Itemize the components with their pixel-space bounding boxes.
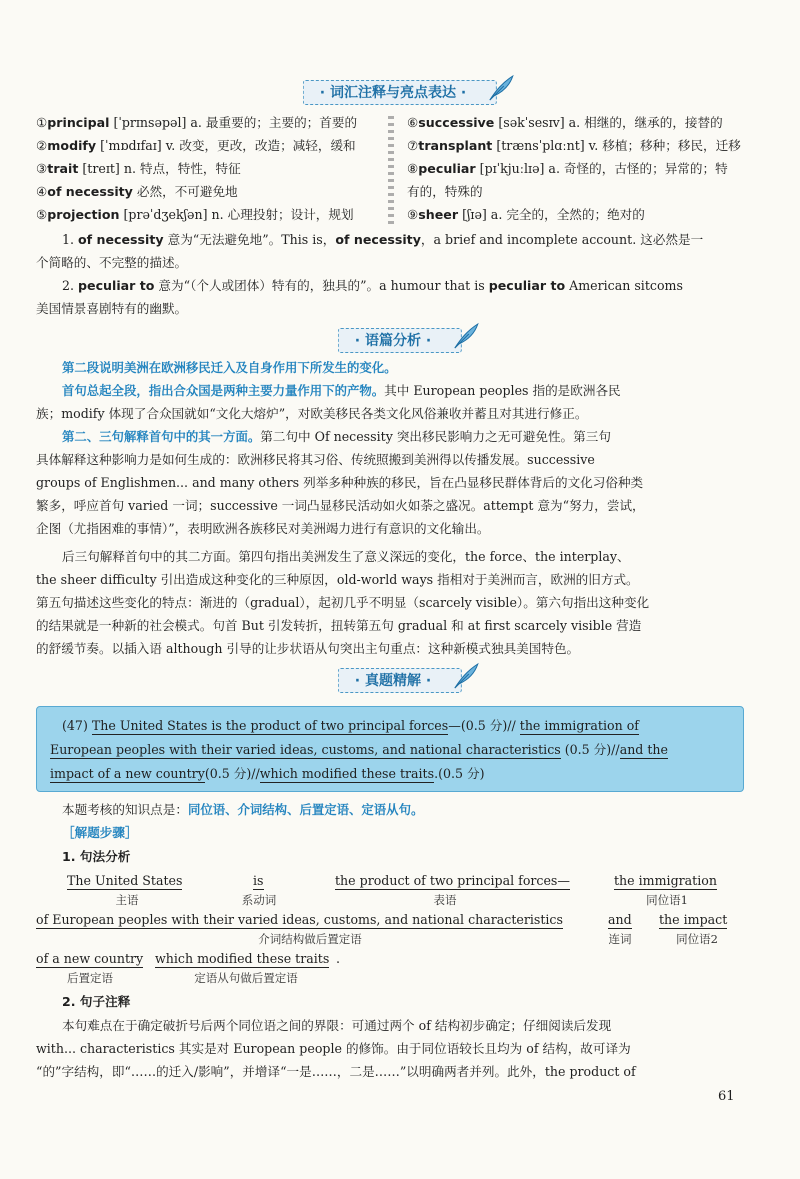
parse-label: 连词 xyxy=(608,932,632,946)
analysis-line: 企图（尤指困难的事情）”，表明欧洲各族移民对美洲竭力进行有意识的文化输出。 xyxy=(36,521,490,536)
parse-chunk: the impact xyxy=(659,912,728,927)
note-2-continued: 美国情景喜剧特有的幽默。 xyxy=(36,301,188,316)
vocab-item: ⑧peculiar [pɪˈkjuːlɪə] a. 奇怪的，古怪的；异常的；特 xyxy=(407,161,728,176)
vocab-item: ⑤projection [prəˈdʒekʃən] n. 心理投射；设计，规划 xyxy=(36,207,354,222)
parse-chunk: of European peoples with their varied ideas, customs, and national characteristics xyxy=(36,912,563,927)
parse-period: . xyxy=(336,951,341,966)
vocab-item: ④of necessity 必然，不可避免地 xyxy=(36,184,238,199)
answer-banner-label: · 真题精解 · xyxy=(354,673,432,689)
vocab-item: ③trait [treɪt] n. 特点，特性，特征 xyxy=(36,161,241,176)
note-2: 2. peculiar to 意为“（个人或团体）特有的，独具的”。a humour that is peculiar to American sitcoms xyxy=(62,278,683,293)
analysis-summary: 第二段说明美洲在欧洲移民迁入及自身作用下所发生的变化。 xyxy=(62,360,397,375)
quill-icon xyxy=(486,73,516,103)
analysis-line: 的结果就是一种新的社会模式。句首 But 引发转折，扭转第五句 gradual 和 at first scarcely visible 营造 xyxy=(36,618,642,633)
parse-chunk: the immigration xyxy=(614,873,717,888)
vocab-item: ⑥successive [səkˈsesɪv] a. 相继的，继承的，接替的 xyxy=(407,115,723,130)
analysis-line: 第五句描述这些变化的特点：渐进的（gradual），起初几乎不明显（scarcely visible）。第六句指出这种变化 xyxy=(36,595,650,610)
parse-label: 后置定语 xyxy=(67,971,113,985)
parse-chunk: is xyxy=(253,873,264,888)
parse-chunk: The United States xyxy=(67,873,183,888)
question-line-1: (47) The United States is the product of two principal forces—(0.5 分)// the immigration of xyxy=(62,718,639,733)
vocab-item: 有的，特殊的 xyxy=(407,184,483,199)
vocab-section-banner xyxy=(303,80,497,105)
analysis-line: 繁多，呼应首句 varied 一词；successive 一词凸显移民活动如火如荼之盛况。attempt 意为“努力，尝试， xyxy=(36,498,645,513)
parse-chunk: the product of two principal forces— xyxy=(335,873,570,888)
analysis-line: 具体解释这种影响力是如何生成的：欧洲移民将其习俗、传统照搬到美洲得以传播发展。successive xyxy=(36,452,595,467)
parse-label: 主语 xyxy=(115,893,139,907)
question-line-3: impact of a new country(0.5 分)//which modified these traits.(0.5 分) xyxy=(50,766,485,781)
parse-label: 系动词 xyxy=(241,893,277,907)
knowledge-points: 本题考核的知识点是：同位语、介词结构、后置定语、定语从句。 xyxy=(62,802,424,817)
syntax-analysis-heading: 1. 句法分析 xyxy=(62,849,131,864)
answer-section-banner xyxy=(338,668,462,693)
analysis-line: 族；modify 体现了合众国就如“文化大熔炉”，对欧美移民各类文化风俗兼收并蓄且对其进行修正。 xyxy=(36,406,588,421)
column-divider xyxy=(388,116,394,228)
comment-line: “的”字结构，即“……的迁入/影响”，并增译“一是……，二是……”以明确两者并列。此外，the product of xyxy=(36,1064,636,1079)
analysis-line: 第二、三句解释首句中的其一方面。第二句中 Of necessity 突出移民影响力之无可避免性。第三句 xyxy=(62,429,611,444)
analysis-banner-label: · 语篇分析 · xyxy=(354,333,432,349)
vocab-item: ②modify [ˈmɒdɪfaɪ] v. 改变，更改，改造；减轻，缓和 xyxy=(36,138,356,153)
parse-label: 介词结构做后置定语 xyxy=(258,932,362,946)
parse-chunk: and xyxy=(608,912,632,927)
analysis-line: the sheer difficulty 引出造成这种变化的三种原因，old-world ways 指相对于美洲而言，欧洲的旧方式。 xyxy=(36,572,639,587)
analysis-line: groups of Englishmen... and many others 列举多种种族的移民，旨在凸显移民群体背后的文化习俗种类 xyxy=(36,475,644,490)
analysis-line: 后三句解释首句中的其二方面。第四句指出美洲发生了意义深远的变化，the force、the interplay、 xyxy=(62,549,630,564)
page-number: 61 xyxy=(718,1089,735,1104)
parse-label: 表语 xyxy=(433,893,457,907)
analysis-section-banner xyxy=(338,328,462,353)
quill-icon xyxy=(451,321,481,351)
quill-icon xyxy=(451,661,481,691)
question-line-2: European peoples with their varied ideas, customs, and national characteristics (0.5 分)//and the xyxy=(50,742,668,757)
parse-label: 同位语1 xyxy=(646,893,688,907)
analysis-line: 首句总起全段，指出合众国是两种主要力量作用下的产物。其中 European peoples 指的是欧洲各民 xyxy=(62,383,621,398)
parse-chunk: which modified these traits xyxy=(155,951,330,966)
analysis-line: 的舒缓节奏。以插入语 although 引导的让步状语从句突出主句重点：这种新模式独具美国特色。 xyxy=(36,641,580,656)
steps-heading: ［解题步骤］ xyxy=(62,825,138,840)
parse-label: 定语从句做后置定语 xyxy=(194,971,298,985)
parse-chunk: of a new country xyxy=(36,951,144,966)
comment-line: with... characteristics 其实是对 European people 的修饰。由于同位语较长且均为 of 结构，故可译为 xyxy=(36,1041,631,1056)
comment-line: 本句难点在于确定破折号后两个同位语之间的界限：可通过两个 of 结构初步确定；仔细阅读后发现 xyxy=(62,1018,612,1033)
vocab-banner-label: · 词汇注释与亮点表达 · xyxy=(319,85,467,101)
note-1: 1. of necessity 意为“无法避免地”。This is，of necessity，a brief and incomplete account. 这必然是一 xyxy=(62,232,704,247)
sentence-notes-heading: 2. 句子注释 xyxy=(62,994,131,1009)
vocab-item: ⑨sheer [ʃɪə] a. 完全的，全然的；绝对的 xyxy=(407,207,645,222)
vocab-item: ⑦transplant [trænsˈplɑːnt] v. 移植；移种；移民，迁移 xyxy=(407,138,741,153)
vocab-item: ①principal [ˈprɪnsəpəl] a. 最重要的；主要的；首要的 xyxy=(36,115,358,130)
parse-label: 同位语2 xyxy=(676,932,718,946)
note-1-continued: 个简略的、不完整的描述。 xyxy=(36,255,188,270)
